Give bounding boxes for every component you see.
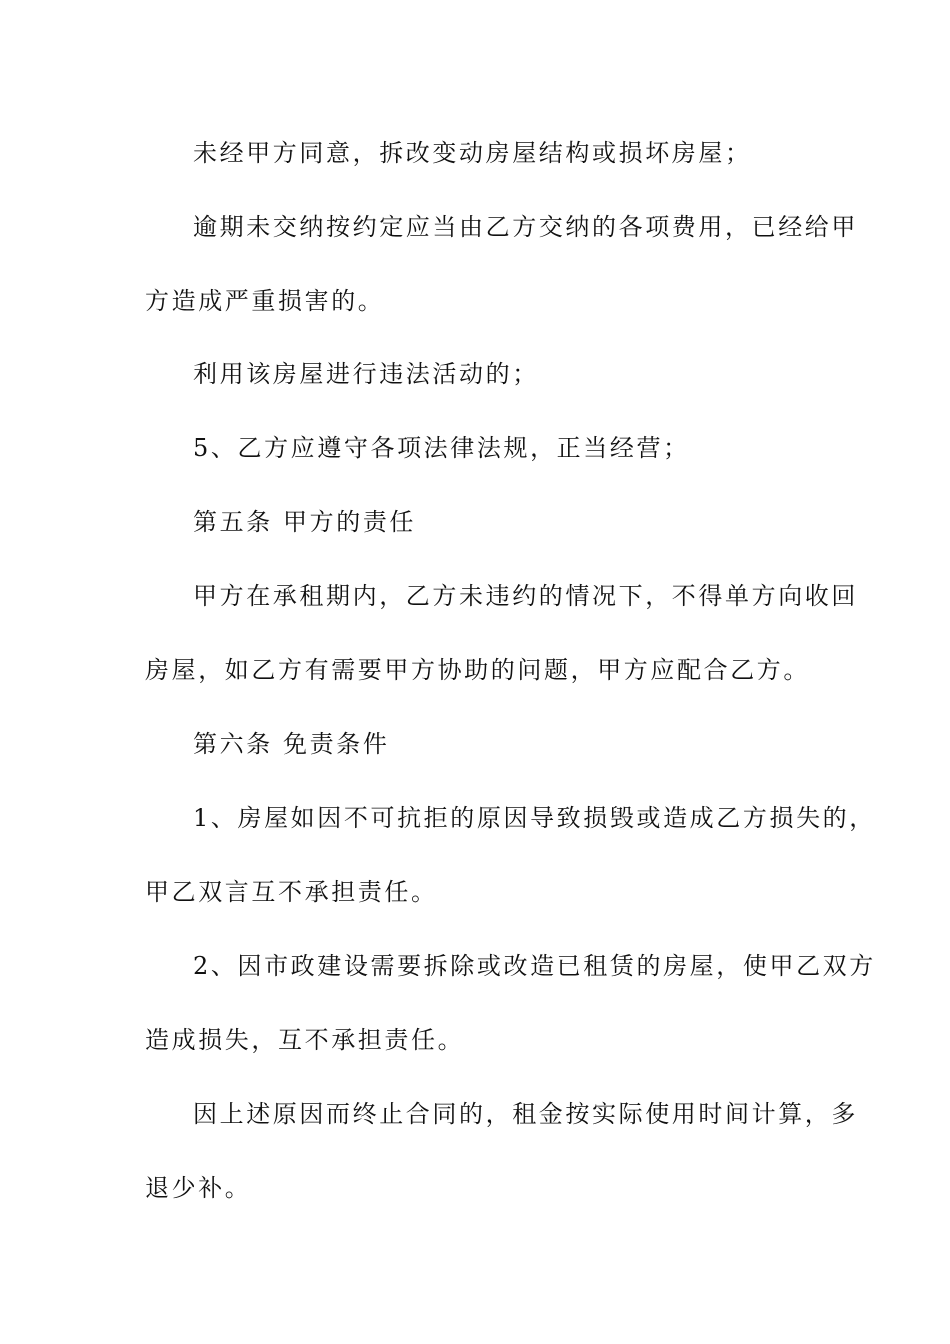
paragraph-line: 未经甲方同意，拆改变动房屋结构或损坏房屋；	[193, 139, 752, 167]
paragraph-line: 1、房屋如因不可抗拒的原因导致损毁或造成乙方损失的，	[193, 804, 876, 832]
paragraph-line: 造成损失，互不承担责任。	[145, 1026, 465, 1054]
paragraph-line: 甲方在承租期内，乙方未违约的情况下，不得单方向收回	[193, 582, 858, 610]
paragraph-line: 5、乙方应遵守各项法律法规，正当经营；	[193, 434, 690, 462]
paragraph-line: 2、因市政建设需要拆除或改造已租赁的房屋，使甲乙双方	[193, 952, 876, 980]
paragraph-line: 房屋，如乙方有需要甲方协助的问题，甲方应配合乙方。	[145, 656, 810, 684]
section-heading: 第六条 免责条件	[193, 730, 390, 758]
paragraph-line: 因上述原因而终止合同的，租金按实际使用时间计算，多	[193, 1100, 858, 1128]
paragraph-line: 退少补。	[145, 1174, 252, 1202]
paragraph-line: 利用该房屋进行违法活动的；	[193, 360, 539, 388]
paragraph-line: 逾期未交纳按约定应当由乙方交纳的各项费用，已经给甲	[193, 213, 858, 241]
section-heading: 第五条 甲方的责任	[193, 508, 417, 536]
paragraph-line: 甲乙双言互不承担责任。	[145, 878, 438, 906]
paragraph-line: 方造成严重损害的。	[145, 287, 385, 315]
